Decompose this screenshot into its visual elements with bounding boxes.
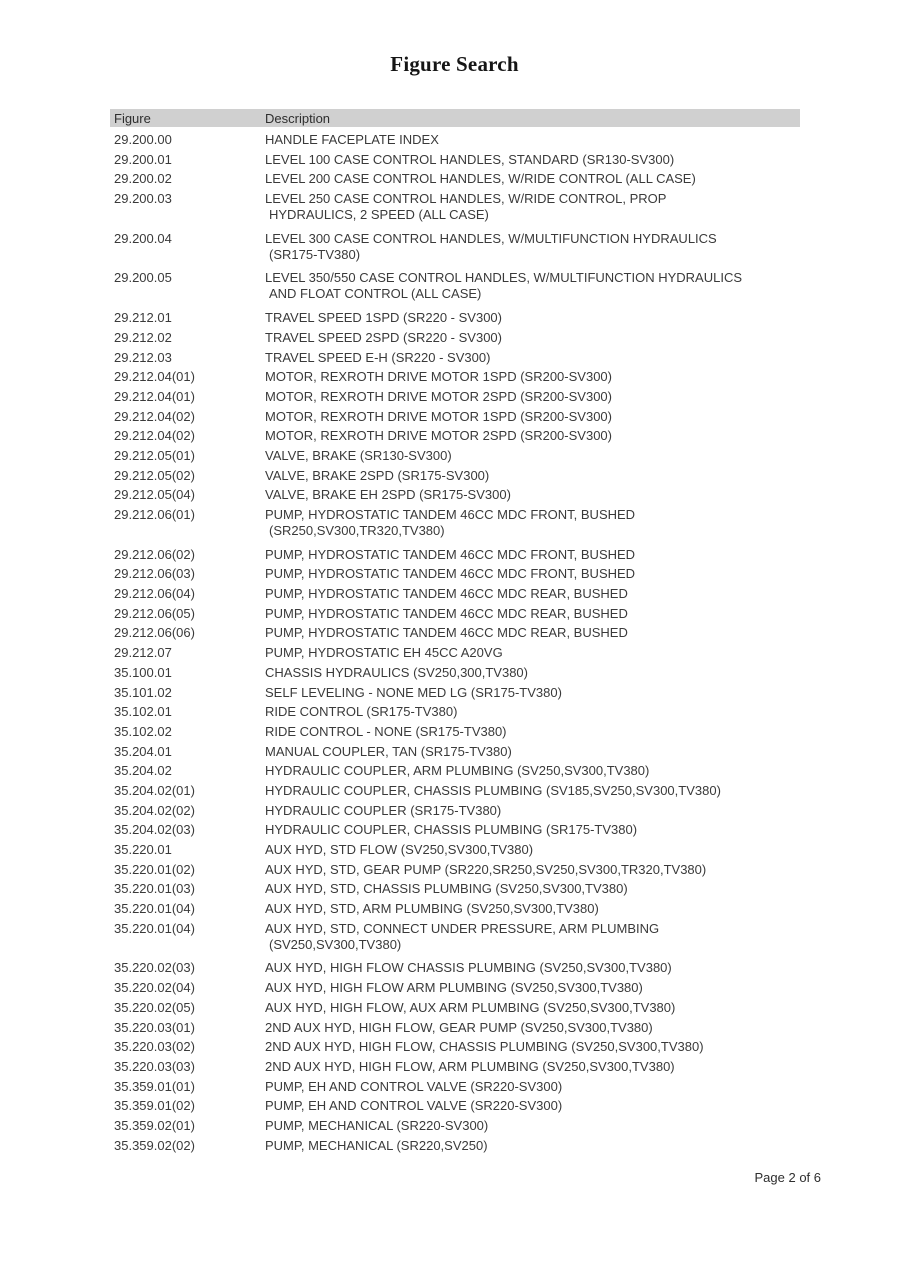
page-title: Figure Search [390, 52, 519, 76]
description-line: HYDRAULIC COUPLER, CHASSIS PLUMBING (SR175-TV380) [265, 822, 638, 838]
description-cell [265, 783, 800, 799]
table-row [110, 171, 800, 187]
description-line: AUX HYD, HIGH FLOW ARM PLUMBING (SV250,SV300,TV380) [265, 980, 643, 996]
table-row [110, 1020, 800, 1036]
description-line: HYDRAULIC COUPLER, ARM PLUMBING (SV250,SV300,TV380) [265, 763, 650, 779]
figure-number-cell: 35.220.03(03) [114, 1058, 195, 1074]
figure-number-cell: 35.359.02(01) [114, 1117, 195, 1133]
table-row [110, 822, 800, 838]
description-line: PUMP, HYDROSTATIC TANDEM 46CC MDC FRONT, BUSHED [265, 507, 636, 522]
description-line: MOTOR, REXROTH DRIVE MOTOR 1SPD (SR200-SV300) [265, 369, 612, 385]
figure-number-cell: 35.220.01(03) [114, 881, 195, 897]
description-line: LEVEL 100 CASE CONTROL HANDLES, STANDARD (SR130-SV300) [265, 151, 675, 167]
description-cell [265, 409, 800, 425]
description-cell [265, 685, 800, 701]
table-row [110, 409, 800, 425]
figure-number-cell: 29.212.04(01) [114, 388, 195, 404]
description-cell [265, 625, 800, 641]
description-line: 2ND AUX HYD, HIGH FLOW, ARM PLUMBING (SV250,SV300,TV380) [265, 1058, 675, 1074]
description-cell [265, 1039, 800, 1055]
figure-number-cell: 35.220.02(03) [114, 960, 195, 976]
table-row [110, 980, 800, 996]
description-line: SELF LEVELING - NONE MED LG (SR175-TV380) [265, 684, 562, 700]
description-line: AUX HYD, STD, ARM PLUMBING (SV250,SV300,TV380) [265, 901, 599, 917]
figure-number-cell: 35.220.01(02) [114, 861, 195, 877]
figure-number-cell: 29.212.02 [114, 329, 172, 345]
figure-number-cell: 35.359.01(02) [114, 1098, 195, 1114]
table-row [110, 645, 800, 661]
description-line: MANUAL COUPLER, TAN (SR175-TV380) [265, 743, 512, 759]
figure-number-cell: 29.212.07 [114, 645, 172, 661]
description-line: PUMP, HYDROSTATIC EH 45CC A20VG [265, 645, 503, 661]
table-row [110, 428, 800, 444]
table-row [110, 487, 800, 503]
description-line: AUX HYD, HIGH FLOW CHASSIS PLUMBING (SV250,SV300,TV380) [265, 960, 672, 976]
description-line: MOTOR, REXROTH DRIVE MOTOR 2SPD (SR200-SV300) [265, 428, 612, 444]
table-row [110, 724, 800, 740]
description-line: AUX HYD, STD, CHASSIS PLUMBING (SV250,SV300,TV380) [265, 881, 628, 897]
description-line: (SV250,SV300,TV380) [269, 936, 402, 952]
table-row [110, 330, 800, 346]
description-cell [265, 171, 800, 187]
table-row [110, 507, 800, 539]
column-header-description: Description [265, 110, 331, 126]
figure-number-cell: 35.220.03(02) [114, 1039, 195, 1055]
description-line: HYDRAULIC COUPLER (SR175-TV380) [265, 802, 502, 818]
description-line: HYDRAULIC COUPLER, CHASSIS PLUMBING (SV185,SV250,SV300,TV380) [265, 782, 721, 798]
description-cell [265, 960, 800, 976]
table-row [110, 270, 800, 302]
description-line: LEVEL 300 CASE CONTROL HANDLES, W/MULTIFUNCTION HYDRAULICS [265, 230, 717, 246]
figure-number-cell: 29.212.06(06) [114, 625, 195, 641]
description-cell [265, 1079, 800, 1095]
figure-number-cell: 35.220.01 [114, 842, 172, 857]
figure-number-cell: 29.200.02 [114, 171, 172, 187]
figure-number-cell: 29.212.03 [114, 349, 172, 365]
description-cell [265, 921, 800, 953]
description-cell [265, 665, 800, 681]
description-cell [265, 842, 800, 858]
table-row [110, 547, 800, 563]
figure-number-cell: 35.204.02(03) [114, 822, 195, 838]
description-cell [265, 1059, 800, 1075]
description-cell [265, 191, 800, 223]
description-cell [265, 1138, 800, 1154]
table-row [110, 448, 800, 464]
description-line: LEVEL 350/550 CASE CONTROL HANDLES, W/MULTIFUNCTION HYDRAULICS [265, 270, 743, 286]
table-row [110, 783, 800, 799]
table-row [110, 231, 800, 263]
description-line: PUMP, HYDROSTATIC TANDEM 46CC MDC FRONT, BUSHED [265, 546, 636, 562]
description-cell [265, 369, 800, 385]
table-row [110, 566, 800, 582]
description-cell [265, 468, 800, 484]
figure-number-cell: 35.100.01 [114, 664, 172, 680]
description-line: (SR175-TV380) [269, 246, 361, 262]
description-cell [265, 901, 800, 917]
description-line: VALVE, BRAKE EH 2SPD (SR175-SV300) [265, 487, 511, 503]
table-row [110, 152, 800, 168]
table-row [110, 369, 800, 385]
figure-number-cell: 35.102.01 [114, 704, 172, 720]
page-number: Page 2 of 6 [754, 1170, 821, 1185]
table-row [110, 665, 800, 681]
table-row [110, 1138, 800, 1154]
figure-number-cell: 29.200.05 [114, 270, 172, 286]
figure-number-cell: 35.204.02(01) [114, 782, 195, 798]
table-row [110, 921, 800, 953]
description-line: PUMP, MECHANICAL (SR220-SV300) [265, 1117, 489, 1133]
figure-table [110, 109, 800, 1157]
description-cell [265, 881, 800, 897]
description-cell [265, 132, 800, 148]
figure-number-cell: 29.212.04(01) [114, 369, 195, 385]
description-line: PUMP, EH AND CONTROL VALVE (SR220-SV300) [265, 1078, 563, 1094]
figure-number-cell: 29.212.06(05) [114, 605, 195, 621]
description-line: PUMP, HYDROSTATIC TANDEM 46CC MDC REAR, BUSHED [265, 625, 628, 641]
figure-number-cell: 35.220.03(01) [114, 1019, 195, 1035]
description-cell [265, 428, 800, 444]
description-cell [265, 350, 800, 366]
description-line: TRAVEL SPEED 1SPD (SR220 - SV300) [265, 310, 502, 326]
description-line: LEVEL 250 CASE CONTROL HANDLES, W/RIDE CONTROL, PROP [265, 191, 667, 207]
description-cell [265, 724, 800, 740]
description-line: 2ND AUX HYD, HIGH FLOW, GEAR PUMP (SV250,SV300,TV380) [265, 1019, 653, 1035]
table-row [110, 1039, 800, 1055]
description-line: VALVE, BRAKE 2SPD (SR175-SV300) [265, 467, 490, 483]
description-cell [265, 606, 800, 622]
figure-number-cell: 29.212.05(01) [114, 447, 195, 463]
table-row [110, 625, 800, 641]
description-line: RIDE CONTROL - NONE (SR175-TV380) [265, 723, 507, 739]
description-line: TRAVEL SPEED E-H (SR220 - SV300) [265, 349, 491, 365]
description-line: (SR250,SV300,TR320,TV380) [269, 523, 445, 538]
figure-number-cell: 35.220.02(04) [114, 980, 195, 996]
description-cell [265, 704, 800, 720]
description-line: AUX HYD, STD FLOW (SV250,SV300,TV380) [265, 842, 534, 857]
figure-number-cell: 35.220.01(04) [114, 920, 195, 936]
figure-number-cell: 29.212.01 [114, 310, 172, 326]
table-row [110, 881, 800, 897]
description-line: PUMP, HYDROSTATIC TANDEM 46CC MDC FRONT, BUSHED [265, 566, 636, 582]
figure-number-cell: 29.212.04(02) [114, 428, 195, 444]
description-line: MOTOR, REXROTH DRIVE MOTOR 2SPD (SR200-SV300) [265, 388, 612, 404]
table-row [110, 350, 800, 366]
figure-number-cell: 35.204.01 [114, 743, 172, 759]
table-row [110, 1079, 800, 1095]
figure-number-cell: 29.200.00 [114, 132, 172, 147]
description-cell [265, 586, 800, 602]
figure-number-cell: 35.204.02(02) [114, 802, 195, 818]
description-line: PUMP, HYDROSTATIC TANDEM 46CC MDC REAR, BUSHED [265, 586, 628, 602]
description-cell [265, 231, 800, 263]
figure-number-cell: 29.200.01 [114, 151, 172, 167]
description-line: AUX HYD, STD, GEAR PUMP (SR220,SR250,SV250,SV300,TR320,TV380) [265, 861, 707, 877]
figure-number-cell: 29.212.06(01) [114, 507, 195, 522]
table-body [110, 132, 800, 1154]
table-row [110, 803, 800, 819]
table-row [110, 763, 800, 779]
column-header-figure: Figure [114, 110, 151, 126]
table-row [110, 862, 800, 878]
table-row [110, 1059, 800, 1075]
table-header-row [110, 109, 800, 127]
description-cell [265, 547, 800, 563]
table-row [110, 1098, 800, 1114]
table-row [110, 704, 800, 720]
description-cell [265, 1098, 800, 1114]
description-cell [265, 330, 800, 346]
table-row [110, 586, 800, 602]
description-cell [265, 152, 800, 168]
figure-number-cell: 35.204.02 [114, 763, 172, 779]
figure-number-cell: 29.212.04(02) [114, 408, 195, 424]
description-line: VALVE, BRAKE (SR130-SV300) [265, 447, 452, 463]
description-line: HYDRAULICS, 2 SPEED (ALL CASE) [269, 207, 489, 223]
figure-number-cell: 35.359.02(02) [114, 1137, 195, 1153]
description-line: AND FLOAT CONTROL (ALL CASE) [269, 286, 482, 302]
figure-number-cell: 29.212.05(04) [114, 487, 195, 503]
description-line: 2ND AUX HYD, HIGH FLOW, CHASSIS PLUMBING (SV250,SV300,TV380) [265, 1039, 704, 1055]
table-row [110, 960, 800, 976]
description-cell [265, 980, 800, 996]
description-line: HANDLE FACEPLATE INDEX [265, 132, 439, 147]
figure-number-cell: 35.359.01(01) [114, 1078, 195, 1094]
figure-number-cell: 35.101.02 [114, 684, 172, 700]
description-line: PUMP, HYDROSTATIC TANDEM 46CC MDC REAR, BUSHED [265, 605, 628, 621]
figure-number-cell: 29.212.06(02) [114, 546, 195, 562]
table-row [110, 744, 800, 760]
table-row [110, 191, 800, 223]
description-line: AUX HYD, HIGH FLOW, AUX ARM PLUMBING (SV250,SV300,TV380) [265, 999, 676, 1015]
description-line: PUMP, MECHANICAL (SR220,SV250) [265, 1137, 488, 1153]
description-cell [265, 862, 800, 878]
table-row [110, 606, 800, 622]
description-cell [265, 645, 800, 661]
description-cell [265, 507, 800, 539]
description-line: TRAVEL SPEED 2SPD (SR220 - SV300) [265, 329, 502, 345]
description-line: MOTOR, REXROTH DRIVE MOTOR 1SPD (SR200-SV300) [265, 408, 612, 424]
table-row [110, 901, 800, 917]
table-row [110, 1000, 800, 1016]
figure-number-cell: 29.212.06(03) [114, 566, 195, 582]
table-row [110, 1118, 800, 1134]
description-cell [265, 1020, 800, 1036]
description-cell [265, 566, 800, 582]
description-cell [265, 744, 800, 760]
table-row [110, 842, 800, 858]
figure-number-cell: 35.102.02 [114, 723, 172, 739]
description-cell [265, 763, 800, 779]
figure-number-cell: 35.220.02(05) [114, 999, 195, 1015]
description-line: PUMP, EH AND CONTROL VALVE (SR220-SV300) [265, 1098, 563, 1114]
figure-number-cell: 29.212.05(02) [114, 467, 195, 483]
description-cell [265, 448, 800, 464]
figure-number-cell: 35.220.01(04) [114, 901, 195, 917]
figure-number-cell: 29.200.03 [114, 191, 172, 207]
description-cell [265, 803, 800, 819]
figure-number-cell: 29.212.06(04) [114, 586, 195, 602]
description-cell [265, 1118, 800, 1134]
table-row [110, 132, 800, 148]
description-line: RIDE CONTROL (SR175-TV380) [265, 704, 458, 720]
description-line: CHASSIS HYDRAULICS (SV250,300,TV380) [265, 664, 528, 680]
table-row [110, 310, 800, 326]
table-row [110, 468, 800, 484]
description-line: AUX HYD, STD, CONNECT UNDER PRESSURE, ARM PLUMBING [265, 920, 660, 936]
description-cell [265, 270, 800, 302]
table-row [110, 685, 800, 701]
description-cell [265, 822, 800, 838]
table-row [110, 389, 800, 405]
description-cell [265, 1000, 800, 1016]
description-cell [265, 487, 800, 503]
description-cell [265, 310, 800, 326]
figure-number-cell: 29.200.04 [114, 230, 172, 246]
description-line: LEVEL 200 CASE CONTROL HANDLES, W/RIDE CONTROL (ALL CASE) [265, 171, 696, 187]
description-cell [265, 389, 800, 405]
